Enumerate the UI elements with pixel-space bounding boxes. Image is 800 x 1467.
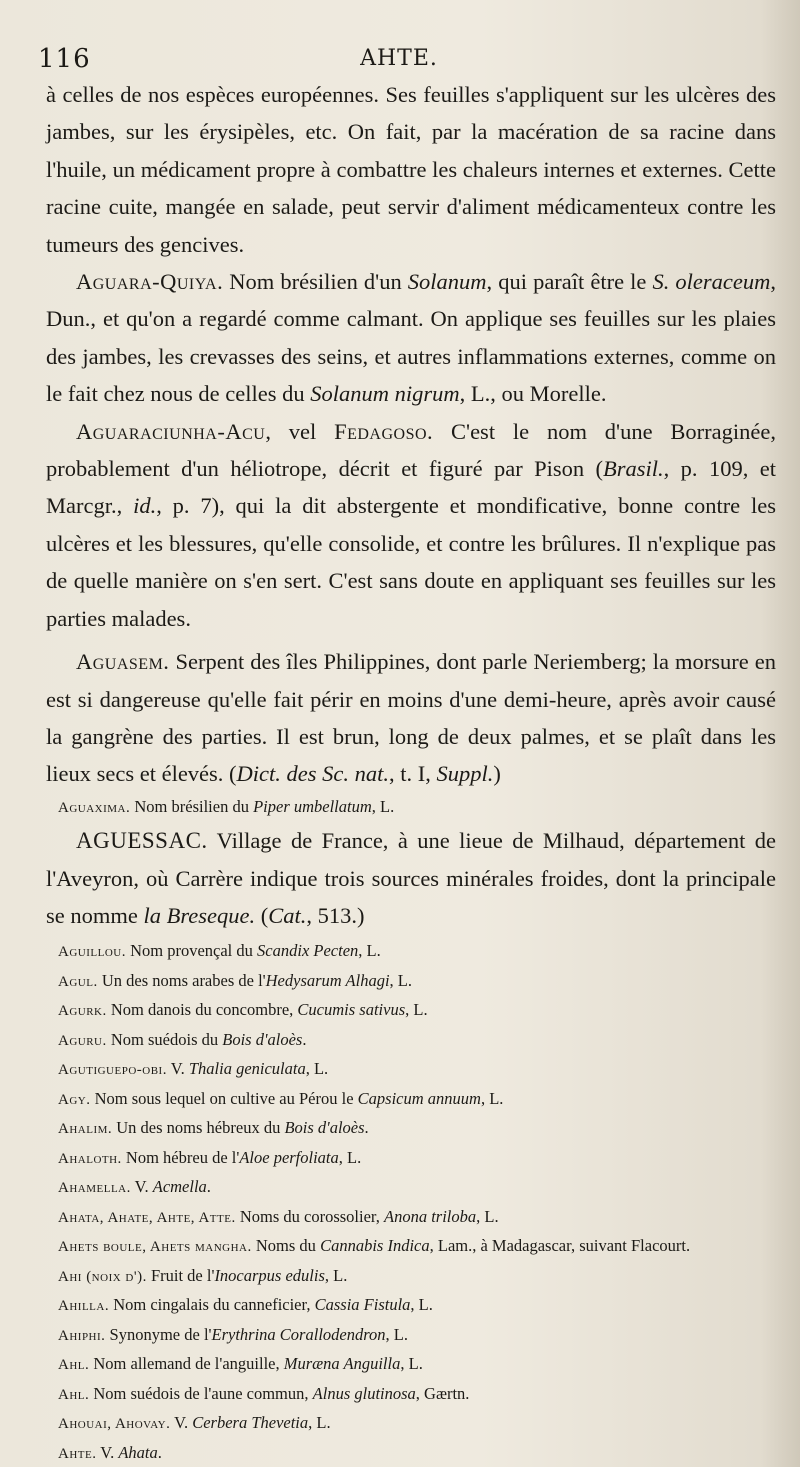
entry-text: Village de France, à une lieue de Milhaud, département de l'Aveyron, où Carrère indique trois sources minérales froides, dont la principale se nomme [46, 828, 776, 929]
entry-italic: Cerbera Thevetia [192, 1413, 309, 1433]
entry-text: V. [130, 1177, 153, 1197]
entry-text: V. [96, 1442, 119, 1462]
entry-italic: Inocarpus edulis [214, 1265, 325, 1285]
entry-text: Nom brésilien du [130, 796, 254, 816]
entry-text: Serpent des îles Philippines, dont parle Neriemberg; la morsure en est si dangereuse qu'elle fait périr en moins d'une demi-heure, après avoir causé la gangrène des parties. Il est brun, long de deux palmes, et se plaît dans les lieux secs et élevés. ( [46, 649, 776, 787]
entry-headword: Ahets boule, Ahets mangha. [58, 1239, 252, 1256]
entry-text: , L. [371, 796, 395, 816]
entry-text: , L. [305, 1059, 329, 1079]
paragraph-text: à celles de nos espèces européennes. Ses feuilles s'appliquent sur les ulcères des jambes, sur les érysipèles, etc. On fait, par la macération de sa racine dans l'huile, un médicament propre à combattre les chaleurs internes et externes. Cette racine cuite, mangée en salade, peut servir d'aliment médicamenteux contre les tumeurs des gencives. [46, 82, 776, 257]
entry-italic: la Breseque. [143, 903, 256, 929]
short-entry [46, 937, 776, 967]
short-entry [46, 1085, 776, 1115]
short-entry [46, 1026, 776, 1056]
entry-text: Synonyme de l' [105, 1324, 212, 1344]
entry-italic: Cassia Fistula [314, 1295, 411, 1315]
entry-text: ( [255, 903, 269, 929]
entry-text: , L. [389, 970, 413, 990]
entry-text: V. [170, 1413, 193, 1433]
short-entries-list [46, 937, 776, 1467]
entry-text: . [364, 1118, 369, 1138]
short-entry [46, 1114, 776, 1144]
short-entry [46, 1380, 776, 1410]
entry-text: , L. [410, 1295, 433, 1315]
entry-headword: Ahaloth. [58, 1150, 122, 1167]
entry-headword: Ahi (noix d'). [58, 1268, 147, 1285]
entry-headword: Ahouai, Ahovay. [58, 1416, 171, 1433]
entry-text: . [157, 1442, 162, 1462]
short-entry [46, 1350, 776, 1380]
entry-headword: Aguasem. [76, 649, 170, 675]
entry-italic: Suppl. [436, 761, 494, 787]
entry-headword: Ahalim. [58, 1121, 113, 1138]
short-entry [46, 996, 776, 1026]
entry-italic: Thalia geniculata [188, 1059, 306, 1079]
entry-text: , Gærtn. [415, 1383, 470, 1403]
entry-headword: Agutiguepo-obi. [58, 1062, 167, 1079]
short-entry [46, 1203, 776, 1233]
entry-text: , L. [480, 1088, 504, 1108]
short-entry [46, 1232, 776, 1262]
page-body [46, 76, 776, 1467]
short-entry [46, 1262, 776, 1292]
entry-headword: Agurk. [58, 1003, 107, 1020]
entry-italic: Piper umbellatum [253, 796, 372, 816]
entry-text: Nom provençal du [125, 941, 258, 961]
entry-text: Nom brésilien d'un [223, 269, 408, 295]
entry-headword: Aguara-Quiya. [76, 269, 224, 295]
entry-italic: Alnus glutinosa [312, 1383, 416, 1403]
entry-text: , Lam., à Madagascar, suivant Flacourt. [429, 1236, 691, 1256]
entry-headword: Ahamella. [58, 1180, 131, 1197]
entry-text: ) [493, 761, 501, 787]
entry-text: , L. [405, 1000, 428, 1020]
entry-text: , p. 7), qui la dit abstergente et mondificative, bonne contre les ulcères et les blessures, qu'elle consolide, et contre les brûlures. Il n'explique pas de quelle manière on s'en sert. C'est sans doute en appliquant ses feuilles sur les parties malades. [46, 493, 776, 631]
entry-text: Fruit de l' [146, 1265, 215, 1285]
entry-text: , 513.) [306, 903, 365, 929]
entry-aguaxima [46, 793, 776, 823]
entry-italic: Cat. [268, 903, 307, 929]
entry-text: , L. [308, 1413, 331, 1433]
running-head: AHTE. [360, 46, 438, 71]
entry-text: , L. [338, 1147, 362, 1167]
entry-italic: Dict. des Sc. nat. [236, 761, 390, 787]
entry-italic: Cucumis sativus [297, 1000, 406, 1020]
entry-italic: Erythrina Corallodendron [211, 1324, 386, 1344]
entry-text: , L. [324, 1265, 348, 1285]
entry-aguessac [46, 822, 776, 934]
entry-text: , t. I, [389, 761, 437, 787]
entry-text: Nom allemand de l'anguille, [89, 1354, 284, 1374]
entry-headword: Agy. [58, 1091, 91, 1108]
entry-headword: Aguillou. [58, 944, 126, 961]
entry-text: , qui paraît être le [486, 269, 653, 295]
entry-headword: Aguaraciunha-Acu [76, 418, 266, 444]
entry-headword: AGUESSAC. [76, 828, 208, 854]
entry-italic: Aloe perfoliata [239, 1147, 339, 1167]
entry-italic: Bois d'aloès [284, 1118, 365, 1138]
entry-text: , L. [400, 1354, 423, 1374]
entry-text: Nom sous lequel on cultive au Pérou le [90, 1088, 358, 1108]
entry-headword-alt: Fedagoso. [334, 418, 434, 444]
entry-text: , L. [476, 1206, 499, 1226]
entry-italic: Muræna Anguilla [283, 1354, 401, 1374]
entry-italic: id. [133, 493, 157, 519]
entry-text: V. [166, 1059, 189, 1079]
entry-italic: Cannabis Indica [320, 1236, 430, 1256]
entry-italic: S. oleraceum [652, 269, 771, 295]
entry-text: . [206, 1177, 211, 1197]
entry-italic: Capsicum annuum [357, 1088, 481, 1108]
paragraph-continuation [46, 76, 776, 263]
entry-text: Nom danois du concombre, [106, 1000, 298, 1020]
entry-headword: Ahl. [58, 1386, 90, 1403]
entry-text: Nom suédois de l'aune commun, [89, 1383, 313, 1403]
short-entry [46, 1055, 776, 1085]
entry-italic: Solanum [407, 269, 487, 295]
entry-text: , p. 109, et Marcgr., [46, 456, 776, 519]
page-number: 116 [38, 44, 91, 74]
entry-aguara-quiya [46, 263, 776, 413]
entry-text: , Dun., et qu'on a regardé comme calmant. On applique ses feuilles sur les plaies des jambes, les crevasses des seins, et autres inflammations externes, comme on le fait chez nous de celles du [46, 269, 776, 407]
entry-text: , L. [358, 941, 381, 961]
page-header [38, 44, 760, 74]
short-entry [46, 1409, 776, 1439]
entry-text: , vel [265, 418, 335, 444]
entry-text: . [302, 1029, 307, 1049]
entry-italic: Scandix Pecten [257, 941, 359, 961]
short-entry [46, 1321, 776, 1351]
entry-text: Nom cingalais du canneficier, [109, 1295, 315, 1315]
entry-headword: Aguru. [58, 1032, 107, 1049]
entry-text: Nom suédois du [106, 1029, 223, 1049]
entry-headword: Aguaxima. [58, 799, 131, 816]
entry-text: Noms du corossolier, [235, 1206, 384, 1226]
entry-italic: Brasil. [603, 456, 664, 482]
entry-italic: Acmella [152, 1177, 207, 1197]
short-entry [46, 967, 776, 997]
entry-text: Nom hébreu de l' [121, 1147, 240, 1167]
entry-italic: Solanum nigrum [310, 381, 460, 407]
short-entry [46, 1291, 776, 1321]
short-entry [46, 1144, 776, 1174]
entry-italic: Ahata [118, 1442, 158, 1462]
entry-text: Noms du [251, 1236, 321, 1256]
entry-italic: Anona triloba [384, 1206, 477, 1226]
entry-aguasem [46, 643, 776, 793]
entry-aguaraciunha-acu [46, 413, 776, 637]
short-entry [46, 1173, 776, 1203]
entry-text: Un des noms hébreux du [112, 1118, 285, 1138]
entry-text: Un des noms arabes de l' [97, 970, 266, 990]
entry-text: C'est le nom d'une Borraginée, probablement d'un héliotrope, décrit et figuré par Pison ( [46, 418, 776, 482]
entry-text: , L. [385, 1324, 408, 1344]
short-entry [46, 1439, 776, 1467]
entry-italic: Bois d'aloès [222, 1029, 303, 1049]
entry-headword: Agul. [58, 973, 98, 990]
entry-headword: Ahata, Ahate, Ahte, Atte. [58, 1209, 236, 1226]
entry-headword: Ahl. [58, 1357, 90, 1374]
entry-text: , L., ou Morelle. [459, 381, 607, 407]
entry-headword: Ahte. [58, 1445, 97, 1462]
entry-italic: Hedysarum Alhagi [265, 970, 390, 990]
entry-headword: Ahilla. [58, 1298, 110, 1315]
entry-headword: Ahiphi. [58, 1327, 106, 1344]
